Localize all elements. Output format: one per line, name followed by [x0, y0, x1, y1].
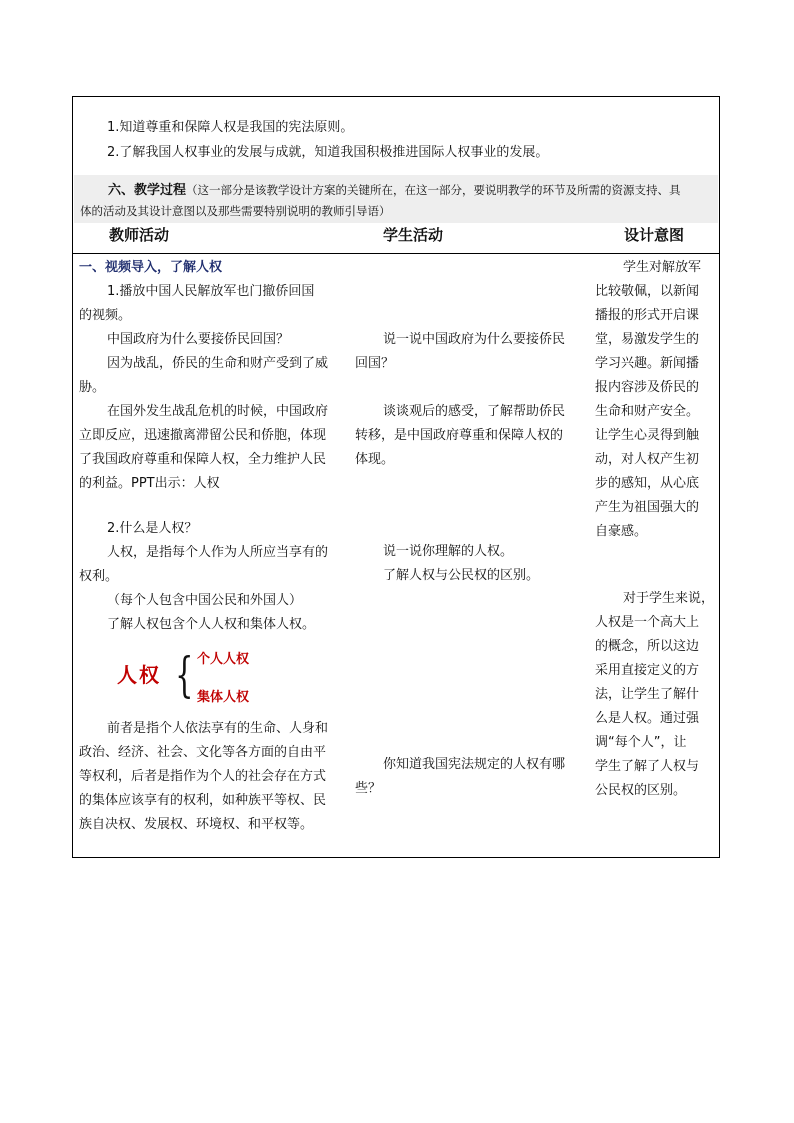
teacher-line: 的集体应该享有的权利，如种族平等权、民	[79, 793, 327, 808]
teacher-line: 的利益。PPT出示：人权	[79, 476, 220, 491]
section-note-2: 体的活动及其设计意图以及那些需要特别说明的教师引导语）	[80, 204, 391, 218]
teacher-line: 人权，是指每个人作为人所应当享有的	[107, 545, 329, 560]
column-header-intent: 设计意图	[624, 226, 685, 244]
intent-line: 动，对人权产生初	[595, 452, 700, 467]
teacher-line: 权利。	[79, 569, 119, 584]
student-line: 了解人权与公民权的区别。	[383, 568, 540, 583]
intent-line: 的概念，所以这边	[595, 639, 700, 654]
intent-line: 学生了解了人权与	[595, 759, 700, 774]
intent-line: 生命和财产安全。	[595, 404, 700, 419]
teacher-line: 政治、经济、社会、文化等各方面的自由平	[79, 745, 327, 760]
header-divider	[73, 253, 719, 254]
student-line: 回国？	[355, 356, 395, 371]
human-rights-diagram	[117, 645, 277, 711]
student-line: 谈谈观后的感受，了解帮助侨民	[383, 404, 566, 419]
intent-line: 采用直接定义的方	[595, 663, 700, 678]
intent-line: 人权是一个高大上	[595, 615, 700, 630]
teacher-line: （每个人包含中国公民和外国人）	[107, 593, 303, 608]
teacher-line: 等权利，后者是指作为个人的社会存在方式	[79, 769, 327, 784]
intent-line: 让学生心灵得到触	[595, 428, 700, 443]
intent-line: 法，让学生了解什	[595, 687, 700, 702]
teacher-line: 中国政府为什么要接侨民回国？	[107, 332, 290, 347]
intent-line: 自豪感。	[595, 524, 648, 539]
column-header-student: 学生活动	[383, 226, 444, 244]
teacher-line: 在国外发生战乱危机的时候，中国政府	[107, 404, 329, 419]
intent-line: 学习兴趣。新闻播	[595, 356, 700, 371]
teacher-line: 2.什么是人权？	[107, 521, 198, 536]
teacher-line: 立即反应，迅速撤离滞留公民和侨胞，体现	[79, 428, 327, 443]
diagram-main-label: 人权	[117, 663, 161, 687]
objective-2: 2.了解我国人权事业的发展与成就，知道我国积极推进国际人权事业的发展。	[107, 145, 549, 160]
teacher-line: 因为战乱，侨民的生命和财产受到了威	[107, 356, 329, 371]
intent-line: 么是人权。通过强	[595, 711, 700, 726]
diagram-branch-collective: 集体人权	[197, 690, 250, 705]
section-header	[74, 175, 718, 223]
student-line: 体现。	[355, 452, 395, 467]
teacher-line: 胁。	[79, 380, 106, 395]
section-title: 六、教学过程	[108, 183, 187, 198]
teacher-line: 了解人权包含个人人权和集体人权。	[107, 617, 316, 632]
intent-line: 学生对解放军	[623, 260, 702, 275]
teacher-line: 前者是指个人依法享有的生命、人身和	[107, 721, 329, 736]
intent-line: 步的感知，从心底	[595, 476, 700, 491]
brace-icon: {	[175, 647, 194, 703]
teacher-line: 族自决权、发展权、环境权、和平权等。	[79, 817, 314, 832]
student-line: 转移，是中国政府尊重和保障人权的	[355, 428, 564, 443]
objective-1: 1.知道尊重和保障人权是我国的宪法原则。	[107, 120, 354, 135]
teacher-line: 1.播放中国人民解放军也门撤侨回国	[107, 284, 315, 299]
intent-line: 产生为祖国强大的	[595, 500, 700, 515]
diagram-branch-individual: 个人人权	[197, 652, 250, 667]
intent-line: 堂，易激发学生的	[595, 332, 700, 347]
column-header-teacher: 教师活动	[109, 226, 170, 244]
intent-line: 播报的形式开启课	[595, 308, 700, 323]
intent-line: 调“每个人”，让	[595, 735, 687, 750]
intent-line: 对于学生来说，	[623, 591, 715, 606]
intent-line: 公民权的区别。	[595, 783, 687, 798]
intent-line: 比较敬佩，以新闻	[595, 284, 700, 299]
teacher-line: 了我国政府尊重和保障人权，全力维护人民	[79, 452, 327, 467]
teacher-line: 的视频。	[79, 308, 132, 323]
section-line-1	[108, 182, 681, 199]
student-line: 些？	[355, 781, 382, 796]
student-line: 说一说你理解的人权。	[383, 544, 514, 559]
student-line: 说一说中国政府为什么要接侨民	[383, 332, 566, 347]
teacher-section-title: 一、视频导入，了解人权	[79, 260, 223, 275]
student-line: 你知道我国宪法规定的人权有哪	[383, 757, 566, 772]
intent-line: 报内容涉及侨民的	[595, 380, 700, 395]
lesson-plan-table	[72, 96, 720, 858]
section-note-1: （这一部分是该教学设计方案的关键所在，在这一部分，要说明教学的环节及所需的资源支持、具	[186, 183, 681, 197]
